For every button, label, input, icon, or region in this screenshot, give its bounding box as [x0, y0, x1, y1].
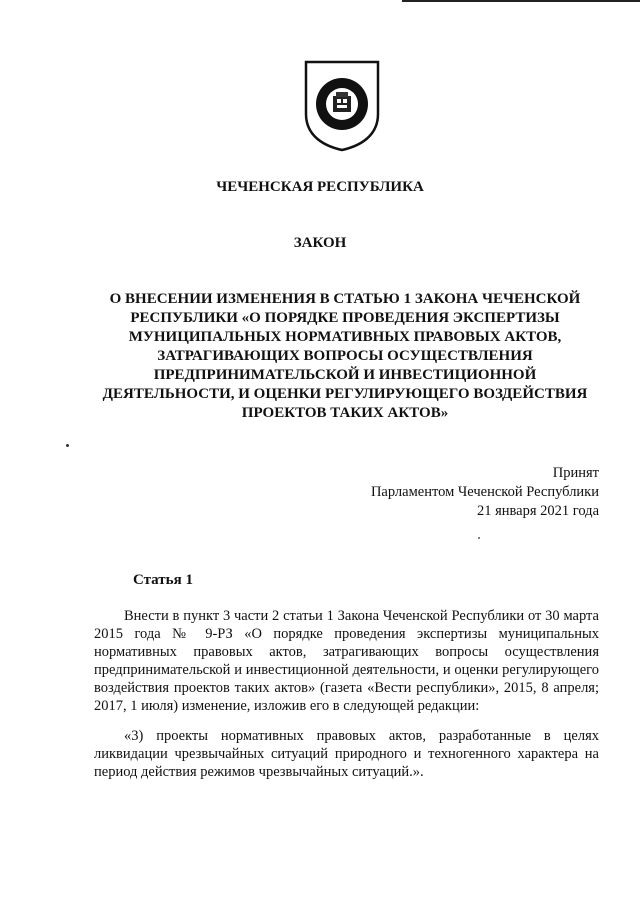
top-border-line	[402, 0, 640, 2]
adoption-block	[371, 464, 599, 521]
article-heading: Статья 1	[133, 572, 193, 588]
republic-heading: ЧЕЧЕНСКАЯ РЕСПУБЛИКА	[216, 179, 424, 195]
document-type-heading: ЗАКОН	[293, 235, 347, 251]
article-paragraph-1: Внести в пункт 3 части 2 статьи 1 Закона Чеченской Республики от 30 марта 2015 года № 9-РЗ «О порядке проведения экспертизы муниципальных нормативных правовых актов, затрагивающих вопросы осуществления предпринимательской и инвестиционной деятельности, и оценки регулирующего воздействия проектов таких актов» (газета «Вести республики», 2015, 8 апреля; 2017, 1 июля) изменение, изложив его в следующей редакции:	[94, 608, 599, 714]
adoption-line-2: Парламентом Чеченской Республики	[370, 484, 599, 500]
scan-speck	[478, 537, 480, 539]
article-paragraph-2: «3) проекты нормативных правовых актов, разработанные в целях ликвидации чрезвычайных ситуаций природного и техногенного характера на период действия режимов чрезвычайных ситуаций.».	[94, 728, 599, 780]
adoption-date: 21 января 2021 года	[476, 503, 599, 519]
scan-speck	[66, 444, 69, 447]
law-title: О ВНЕСЕНИИ ИЗМЕНЕНИЯ В СТАТЬЮ 1 ЗАКОНА ЧЕЧЕНСКОЙ РЕСПУБЛИКИ «О ПОРЯДКЕ ПРОВЕДЕНИЯ ЭКСПЕРТИЗЫ МУНИЦИПАЛЬНЫХ НОРМАТИВНЫХ ПРАВОВЫХ АКТОВ, ЗАТРАГИВАЮЩИХ ВОПРОСЫ ОСУЩЕСТВЛЕНИЯ ПРЕДПРИНИМАТЕЛЬСКОЙ И ИНВЕСТИЦИОННОЙ ДЕЯТЕЛЬНОСТИ, И ОЦЕНКИ РЕГУЛИРУЮЩЕГО ВОЗДЕЙСТВИЯ ПРОЕКТОВ ТАКИХ АКТОВ»	[102, 291, 588, 421]
adoption-line-1: Принят	[552, 465, 599, 481]
coat-of-arms-icon	[302, 58, 382, 152]
